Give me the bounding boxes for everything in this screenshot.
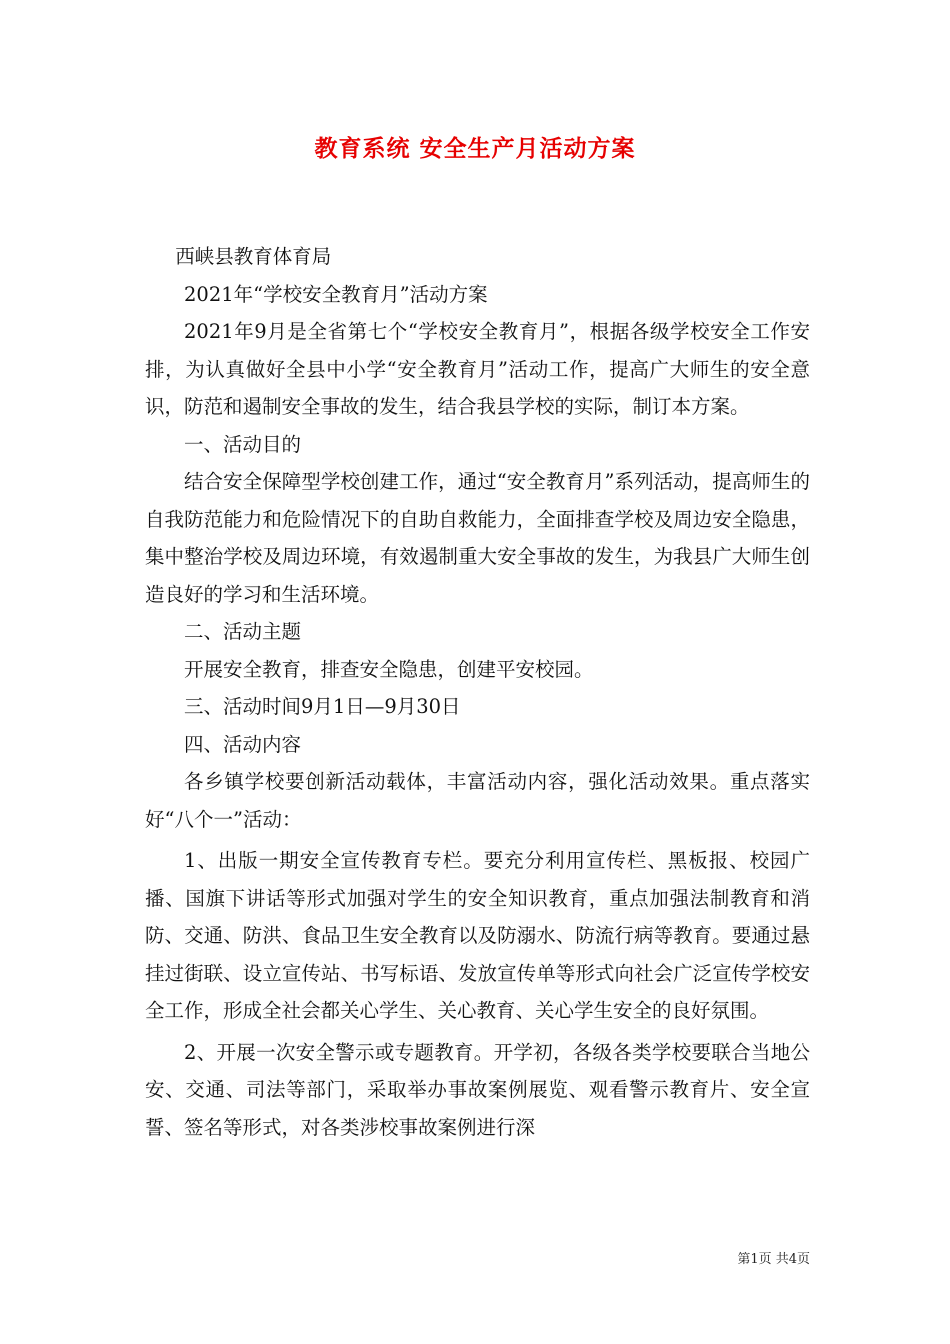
issuing-organization: 西峡县教育体育局 — [175, 245, 332, 268]
page-number: 第1页 共4页 — [737, 1252, 810, 1267]
content-item-1: 1、出版一期安全宣传教育专栏。要充分利用宣传栏、黑板报、校园广播、国旗下讲话等形式加强对学生的安全知识教育，重点加强法制教育和消防、交通、防洪、食品卫生安全教育以及防溺水、防流行病等教育。要通过悬挂过街联、设立宣传站、书写标语、发放宣传单等形式向社会广泛宣传学校安全工作，形成全社会都关心学生、关心教育、关心学生安全的良好氛围。 — [145, 849, 810, 1022]
theme-paragraph: 开展安全教育，排查安全隐患，创建平安校园。 — [184, 657, 594, 681]
section-heading-time: 三、活动时间9月1日—9月30日 — [184, 695, 461, 718]
document-body — [145, 238, 810, 1146]
section-heading-content: 四、活动内容 — [184, 732, 302, 756]
content-item-2: 2、开展一次安全警示或专题教育。开学初，各级各类学校要联合当地公安、交通、司法等部门，采取举办事故案例展览、观看警示教育片、安全宣誓、签名等形式，对各类涉校事故案例进行深 — [145, 1040, 810, 1139]
section-heading-theme: 二、活动主题 — [184, 620, 302, 643]
content-intro-paragraph: 各乡镇学校要创新活动载体，丰富活动内容，强化活动效果。重点落实好“八个一”活动： — [145, 770, 810, 831]
intro-paragraph: 2021年9月是全省第七个“学校安全教育月”，根据各级学校安全工作安排，为认真做好全县中小学“安全教育月”活动工作，提高广大师生的安全意识，防范和遏制安全事故的发生，结合我县学校的实际，制订本方案。 — [145, 320, 810, 418]
section-heading-purpose: 一、活动目的 — [184, 432, 302, 456]
document-title: 教育系统 安全生产月活动方案 — [314, 136, 636, 162]
plan-subtitle: 2021年“学校安全教育月”活动方案 — [184, 282, 488, 306]
purpose-paragraph: 结合安全保障型学校创建工作，通过“安全教育月”系列活动，提高师生的自我防范能力和危险情况下的自助自救能力，全面排查学校及周边安全隐患，集中整治学校及周边环境，有效遏制重大安全事故的发生，为我县广大师生创造良好的学习和生活环境。 — [145, 470, 810, 606]
